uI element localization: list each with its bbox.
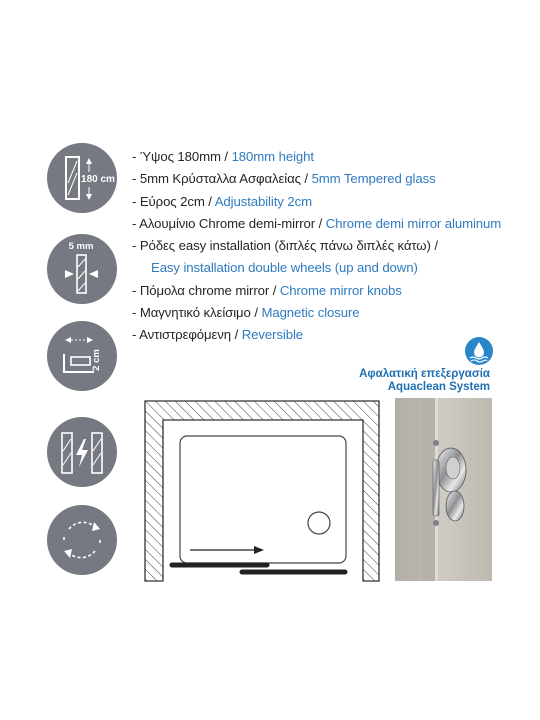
shower-plan-diagram [142,398,382,584]
adjust-label: 2 cm [91,349,102,371]
height-label: 180 cm [81,174,115,185]
feature-item-wheels: - Ρόδες easy installation (διπλές πάνω διπλές κάτω) / [132,238,438,254]
height-icon [47,143,117,213]
drain-icon [308,512,330,534]
glass-thickness-icon [47,234,117,304]
feature-item-knobs: - Πόμολα chrome mirror / Chrome mirror knobs [132,282,402,298]
feature-item-aluminum: - Αλουμίνιο Chrome demi-mirror / Chrome demi mirror aluminum [132,215,502,231]
aquaclean-title-greek: Αφαλατική επεξεργασία [359,368,490,380]
feature-item-reversible: - Αντιστρεφόμενη / Reversible [132,327,304,343]
feature-item-wheels-en: Easy installation double wheels (up and down) [151,260,418,276]
feature-item-adjustability: - Εύρος 2cm / Adjustability 2cm [132,193,312,209]
feature-list [132,146,532,347]
reversible-icon [47,505,117,575]
feature-item-glass: - 5mm Κρύσταλλα Ασφαλείας / 5mm Tempered glass [132,171,436,187]
feature-item-height: - Ύψος 180mm / 180mm height [132,149,314,164]
knob-photo [395,398,492,581]
aquaclean-title-english: Aquaclean System [387,381,490,393]
shower-tray [180,436,346,563]
adjustability-icon [47,321,117,391]
feature-item-magnetic: - Μαγνητικό κλείσιμο / Magnetic closure [132,305,360,321]
thickness-label: 5 mm [68,241,94,252]
water-drop-icon [465,337,493,365]
tempered-glass-icon [47,417,117,487]
